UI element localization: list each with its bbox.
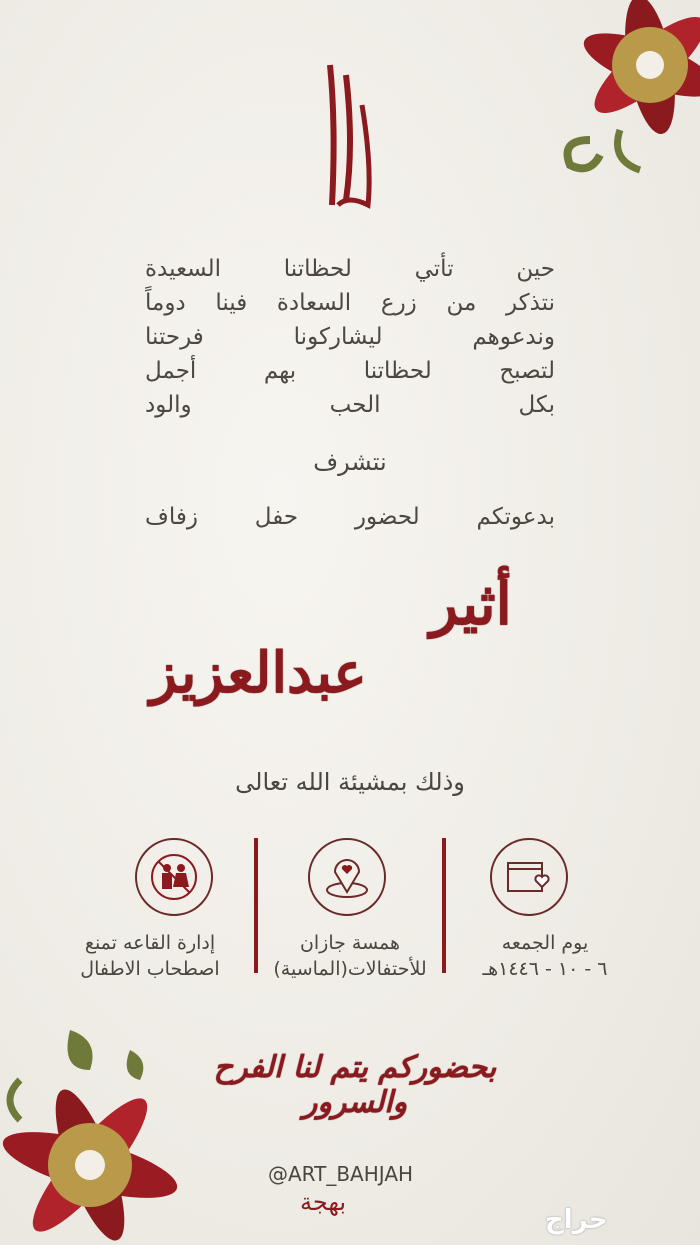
poem: [145, 252, 555, 422]
poem-line: وندعوهم ليشاركونا فرحتنا: [145, 324, 555, 350]
closing-calligraphy: بحضوركم يتم لنا الفرح والسرور: [213, 1050, 497, 1120]
policy-line: اصطحاب الاطفال: [80, 958, 220, 980]
artist-signature: بهجة: [300, 1188, 347, 1216]
poem-line: بكل الحب والود: [145, 392, 555, 418]
groom-first-name: أثير: [430, 570, 512, 638]
invite-line: بدعوتكم لحضور حفل زفاف: [145, 504, 555, 530]
calendar-heart-icon: [490, 838, 568, 916]
poem-line: حين تأتي لحظاتنا السعيدة: [145, 256, 555, 282]
poem-line: نتذكر من زرع السعادة فينا دوماً: [145, 290, 555, 316]
venue-hall: للأحتفالات(الماسية): [273, 958, 427, 980]
no-children-icon: [135, 838, 213, 916]
blessing-text: وذلك بمشيئة الله تعالى: [235, 768, 465, 796]
poem-line: لتصبح لحظاتنا بهم أجمل: [145, 358, 555, 384]
date-value: ٦ - ١٠ - ١٤٤٦هـ: [482, 958, 608, 980]
location-pin-heart-icon: [308, 838, 386, 916]
policy-line: إدارة القاعه تمنع: [84, 932, 216, 954]
allah-calligraphy-logo: [318, 45, 378, 215]
date-day: يوم الجمعه: [501, 932, 589, 954]
venue-info: [250, 930, 450, 982]
artist-handle: @ART_BAHJAH: [268, 1162, 414, 1186]
flower-decoration-top: [530, 0, 700, 190]
invite-text: [145, 500, 555, 534]
venue-name: همسة جازان: [299, 932, 401, 954]
honor-text: نتشرف: [313, 448, 387, 476]
date-info: [445, 930, 645, 982]
children-policy-info: [50, 930, 250, 982]
flower-decoration-bottom: [0, 1010, 220, 1245]
groom-last-name: عبدالعزيز: [150, 640, 367, 706]
watermark: حراج: [545, 1205, 608, 1235]
